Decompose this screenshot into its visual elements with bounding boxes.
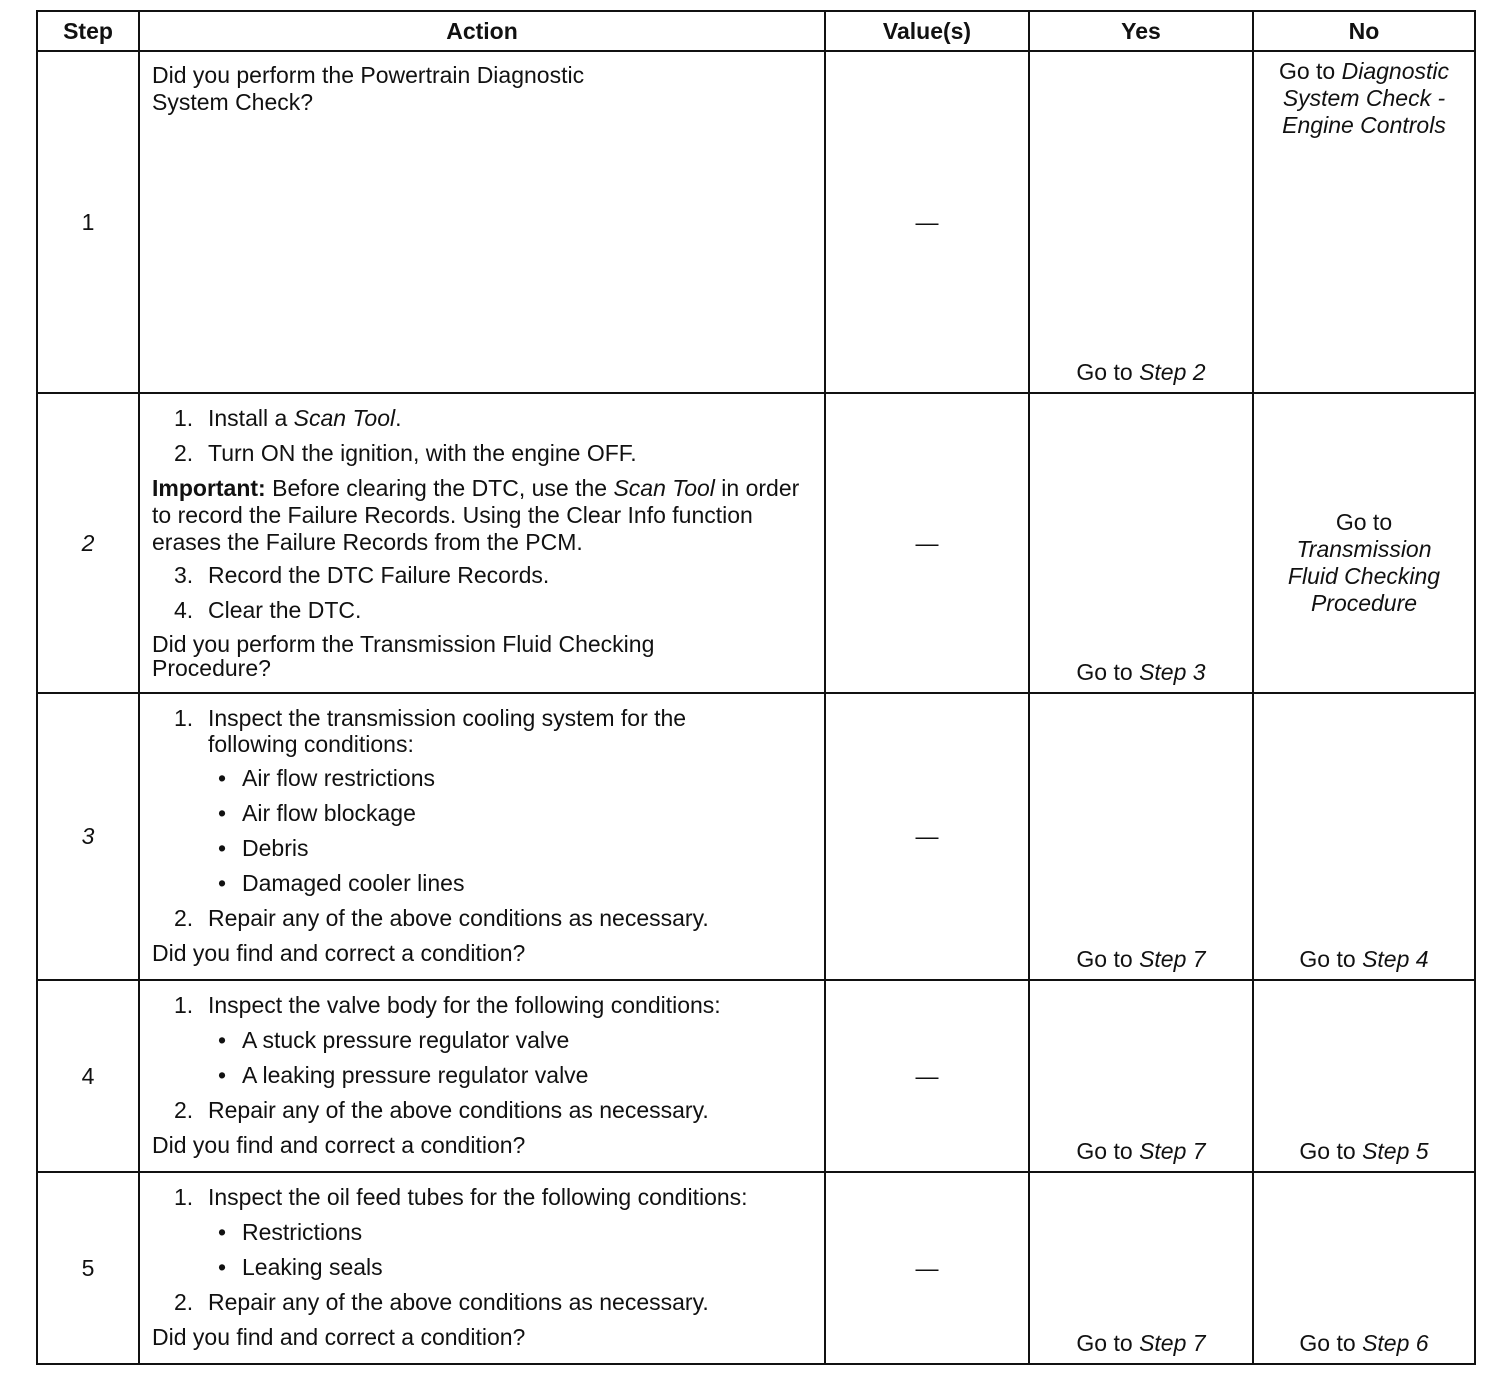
bullet-text: A leaking pressure regulator valve bbox=[242, 1062, 589, 1088]
step-number: 1 bbox=[37, 51, 139, 393]
table-row bbox=[37, 980, 1475, 1172]
bullet-item bbox=[152, 835, 814, 862]
yes-cell bbox=[1029, 980, 1253, 1172]
numbered-step bbox=[152, 597, 814, 624]
step-index: 1. bbox=[174, 1184, 194, 1210]
scan-tool-term: Scan Tool bbox=[613, 475, 715, 501]
step-index: 3. bbox=[174, 562, 194, 588]
yes-cell bbox=[1029, 1172, 1253, 1364]
numbered-step bbox=[152, 440, 814, 467]
bullet-icon: • bbox=[218, 835, 227, 861]
table-header bbox=[37, 11, 1475, 51]
no-link[interactable]: Transmission Fluid Checking Procedure bbox=[1287, 536, 1441, 616]
question-text: Did you find and correct a condition? bbox=[152, 1324, 526, 1350]
yes-link[interactable]: Step 7 bbox=[1139, 1330, 1206, 1356]
no-link[interactable]: Diagnostic System Check - Engine Controls bbox=[1282, 58, 1450, 138]
bullet-item bbox=[152, 800, 814, 827]
bullet-item bbox=[152, 870, 814, 897]
value-cell: — bbox=[825, 1172, 1029, 1364]
step-text: Clear the DTC. bbox=[208, 597, 362, 623]
bullet-item bbox=[152, 1027, 814, 1054]
table-body bbox=[37, 51, 1475, 1364]
numbered-step bbox=[152, 905, 814, 932]
step-index: 1. bbox=[174, 992, 194, 1018]
no-cell bbox=[1253, 1172, 1475, 1364]
step-index: 1. bbox=[174, 405, 194, 431]
bullet-icon: • bbox=[218, 1062, 227, 1088]
bullet-text: A stuck pressure regulator valve bbox=[242, 1027, 570, 1053]
no-prefix: Go to bbox=[1335, 509, 1393, 535]
numbered-step bbox=[152, 992, 814, 1019]
yes-cell bbox=[1029, 393, 1253, 693]
step-text: Inspect the oil feed tubes for the following conditions: bbox=[208, 1184, 748, 1210]
no-cell bbox=[1253, 393, 1475, 693]
yes-prefix: Go to bbox=[1076, 946, 1133, 972]
step-text: Repair any of the above conditions as necessary. bbox=[208, 905, 709, 931]
numbered-step bbox=[152, 1097, 814, 1124]
no-content bbox=[1254, 469, 1474, 617]
bullet-item bbox=[152, 1254, 814, 1281]
question-text: Did you find and correct a condition? bbox=[152, 940, 526, 966]
yes-prefix: Go to bbox=[1076, 1138, 1133, 1164]
step-index: 2. bbox=[174, 1289, 194, 1315]
no-prefix: Go to bbox=[1299, 1138, 1356, 1164]
step-number: 3 bbox=[37, 693, 139, 980]
table-row bbox=[37, 51, 1475, 393]
important-post: in order to record the Failure Records. Using the Clear Info function erases the Failure Records from the PCM. bbox=[152, 475, 800, 555]
diagnostic-table bbox=[36, 10, 1476, 1365]
important-label: Important: bbox=[152, 475, 266, 501]
step-index: 2. bbox=[174, 905, 194, 931]
bullet-text: Debris bbox=[242, 835, 309, 861]
question-text: Did you perform the Powertrain Diagnostic System Check? bbox=[152, 62, 585, 115]
step-text: Repair any of the above conditions as necessary. bbox=[208, 1289, 709, 1315]
question-text: Did you perform the Transmission Fluid Checking Procedure? bbox=[152, 631, 655, 681]
table-row bbox=[37, 393, 1475, 693]
no-prefix: Go to bbox=[1278, 58, 1336, 84]
no-prefix: Go to bbox=[1299, 946, 1356, 972]
bullet-icon: • bbox=[218, 1027, 227, 1053]
bullet-item bbox=[152, 1062, 814, 1089]
step-number: 4 bbox=[37, 980, 139, 1172]
no-link[interactable]: Step 4 bbox=[1362, 946, 1429, 972]
value-cell: — bbox=[825, 693, 1029, 980]
bullet-text: Leaking seals bbox=[242, 1254, 383, 1280]
step-number: 5 bbox=[37, 1172, 139, 1364]
action-cell bbox=[139, 51, 825, 393]
yes-link[interactable]: Step 2 bbox=[1139, 359, 1206, 385]
numbered-step bbox=[152, 562, 814, 589]
header-values: Value(s) bbox=[825, 11, 1029, 51]
bullet-item bbox=[152, 1219, 814, 1246]
numbered-step bbox=[152, 705, 814, 757]
step-index: 2. bbox=[174, 1097, 194, 1123]
action-cell bbox=[139, 393, 825, 693]
yes-prefix: Go to bbox=[1076, 1330, 1133, 1356]
table-row bbox=[37, 1172, 1475, 1364]
scan-tool-term: Scan Tool bbox=[293, 405, 396, 431]
bullet-text: Air flow restrictions bbox=[242, 765, 435, 791]
value-cell: — bbox=[825, 980, 1029, 1172]
action-cell bbox=[139, 693, 825, 980]
bullet-text: Air flow blockage bbox=[242, 800, 416, 826]
no-link[interactable]: Step 5 bbox=[1362, 1138, 1429, 1164]
step-text: Inspect the transmission cooling system for the following conditions: bbox=[208, 705, 687, 757]
step-text: Inspect the valve body for the following conditions: bbox=[208, 992, 721, 1018]
bullet-icon: • bbox=[218, 1219, 227, 1245]
bullet-item bbox=[152, 765, 814, 792]
step-index: 2. bbox=[174, 440, 194, 466]
table-row bbox=[37, 693, 1475, 980]
step-text bbox=[208, 405, 814, 432]
yes-prefix: Go to bbox=[1076, 359, 1133, 385]
step-number: 2 bbox=[37, 393, 139, 693]
value-cell: — bbox=[825, 393, 1029, 693]
no-cell bbox=[1253, 693, 1475, 980]
no-cell bbox=[1253, 51, 1475, 393]
yes-prefix: Go to bbox=[1076, 659, 1133, 685]
bullet-icon: • bbox=[218, 800, 227, 826]
header-yes: Yes bbox=[1029, 11, 1253, 51]
no-cell bbox=[1253, 980, 1475, 1172]
value-cell: — bbox=[825, 51, 1029, 393]
yes-link[interactable]: Step 3 bbox=[1139, 659, 1206, 685]
numbered-step bbox=[152, 1289, 814, 1316]
bullet-text: Restrictions bbox=[242, 1219, 363, 1245]
step-index: 4. bbox=[174, 597, 194, 623]
step-text: Repair any of the above conditions as necessary. bbox=[208, 1097, 709, 1123]
numbered-step bbox=[152, 405, 814, 432]
bullet-icon: • bbox=[218, 765, 227, 791]
important-note bbox=[152, 475, 814, 556]
bullet-icon: • bbox=[218, 870, 227, 896]
action-cell bbox=[139, 1172, 825, 1364]
yes-cell bbox=[1029, 51, 1253, 393]
header-step: Step bbox=[37, 11, 139, 51]
no-prefix: Go to bbox=[1299, 1330, 1356, 1356]
step-text-pre: Install a bbox=[208, 405, 288, 431]
step-text: Record the DTC Failure Records. bbox=[208, 562, 550, 588]
step-text: Turn ON the ignition, with the engine OFF. bbox=[208, 440, 637, 466]
header-no: No bbox=[1253, 11, 1475, 51]
bullet-icon: • bbox=[218, 1254, 227, 1280]
question-text: Did you find and correct a condition? bbox=[152, 1132, 526, 1158]
bullet-text: Damaged cooler lines bbox=[242, 870, 465, 896]
step-index: 1. bbox=[174, 705, 194, 731]
header-row bbox=[37, 11, 1475, 51]
yes-link[interactable]: Step 7 bbox=[1139, 1138, 1206, 1164]
no-link[interactable]: Step 6 bbox=[1362, 1330, 1429, 1356]
yes-link[interactable]: Step 7 bbox=[1139, 946, 1206, 972]
action-cell bbox=[139, 980, 825, 1172]
important-pre: Before clearing the DTC, use the bbox=[272, 475, 608, 501]
step-text-post: . bbox=[395, 405, 402, 431]
yes-cell bbox=[1029, 693, 1253, 980]
numbered-step bbox=[152, 1184, 814, 1211]
header-action: Action bbox=[139, 11, 825, 51]
